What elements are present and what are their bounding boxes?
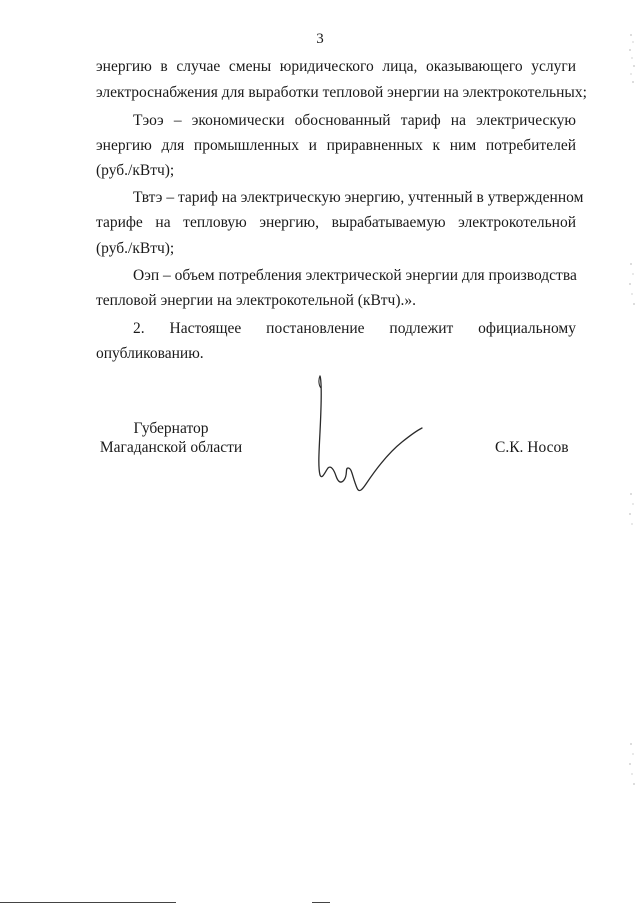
bottom-rule	[312, 902, 330, 903]
page-number: 3	[316, 31, 324, 47]
signatory-name: С.К. Носов	[495, 439, 569, 456]
body-line: тепловой энергии на электрокотельной (кВтч).».	[96, 292, 417, 309]
signatory-title-line: Губернатор	[133, 420, 209, 437]
scan-noise	[628, 30, 636, 90]
body-line: 2. Настоящее постановление подлежит официальному	[133, 320, 576, 337]
signatory-title-line: Магаданской области	[99, 439, 243, 456]
scan-noise	[628, 490, 636, 530]
body-line: тарифе на тепловую энергию, вырабатываемую электрокотельной	[96, 214, 576, 231]
body-line: энергию в случае смены юридического лица, оказывающего услуги	[96, 58, 576, 75]
body-line: электроснабжения для выработки тепловой энергии на электрокотельных;	[96, 84, 587, 101]
body-line: (руб./кВтч);	[96, 240, 175, 257]
body-line: опубликованию.	[96, 345, 204, 362]
body-line: (руб./кВтч);	[96, 162, 175, 179]
body-line: Оэп – объем потребления электрической энергии для производства	[133, 267, 577, 284]
handwritten-signature	[312, 372, 432, 502]
scan-noise	[628, 740, 636, 790]
body-line: энергию для промышленных и приравненных к ним потребителей	[96, 137, 576, 154]
body-line: Тэоэ – экономически обоснованный тариф на электрическую	[133, 112, 576, 129]
scan-noise	[628, 260, 636, 310]
bottom-rule	[0, 902, 176, 903]
signatory-title	[96, 419, 246, 457]
body-line: Твтэ – тариф на электрическую энергию, учтенный в утвержденном	[133, 189, 584, 206]
